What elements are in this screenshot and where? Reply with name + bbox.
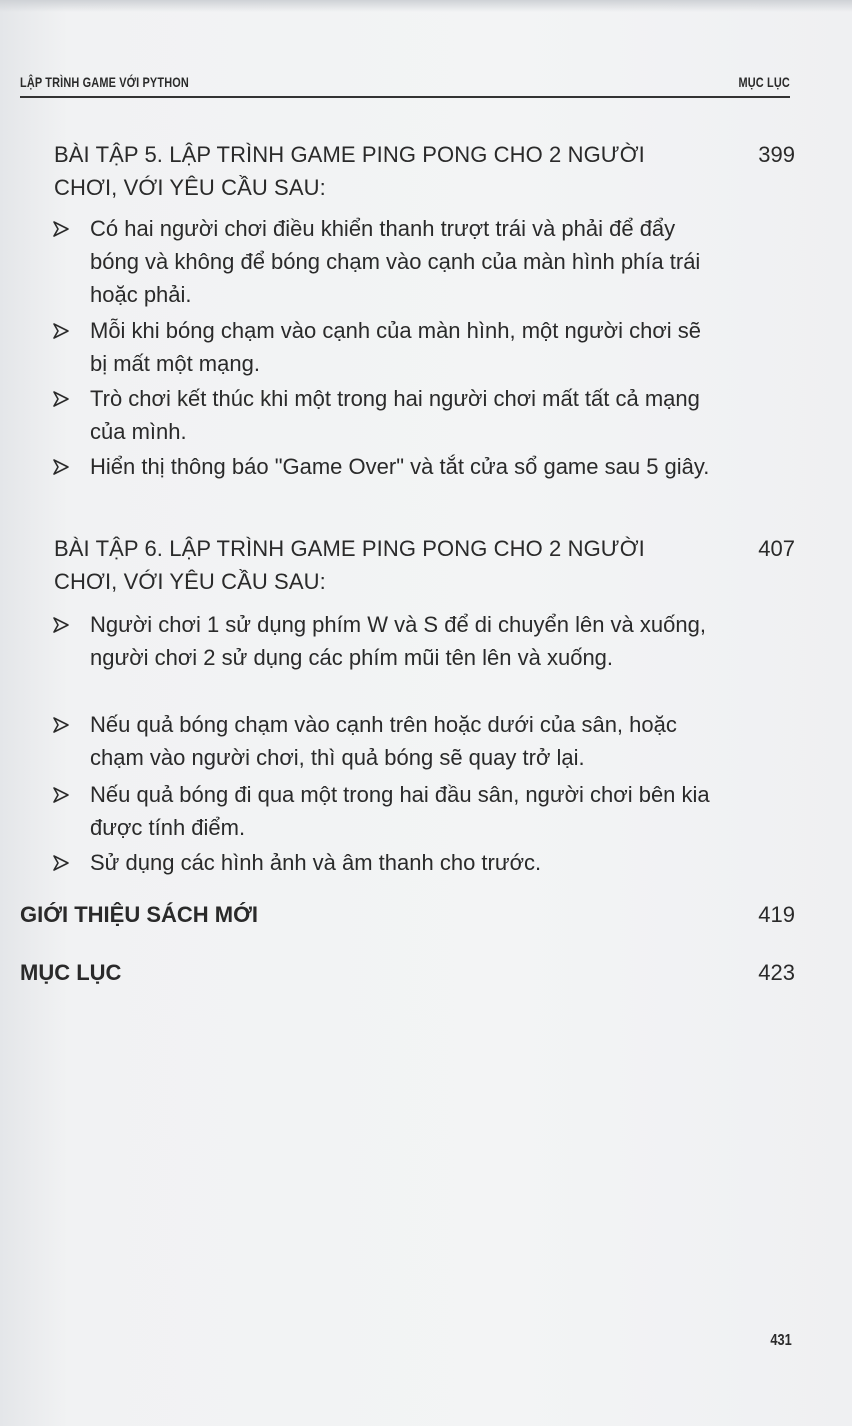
running-header — [20, 74, 790, 98]
toc-entry-contents-page: 423 — [758, 960, 795, 985]
toc-entry-exercise5-page: 399 — [758, 142, 795, 167]
toc-entry-exercise6-page: 407 — [758, 536, 795, 561]
list-item-text: Có hai người chơi điều khiển thanh trượt trái và phải để đẩy bóng và không để bóng chạm vào cạnh của màn hình phía trái hoặc phải. — [90, 216, 701, 307]
toc-entry-exercise5-title: BÀI TẬP 5. LẬP TRÌNH GAME PING PONG CHO 2 NGƯỜI CHƠI, VỚI YÊU CẦU SAU: — [54, 142, 645, 200]
arrowhead-bullet-icon — [52, 220, 70, 238]
list-item-text: Mỗi khi bóng chạm vào cạnh của màn hình, một người chơi sẽ bị mất một mạng. — [90, 318, 702, 376]
header-book-title: LẬP TRÌNH GAME VỚI PYTHON — [20, 74, 189, 90]
list-item-text: Hiển thị thông báo "Game Over" và tắt cửa sổ game sau 5 giây. — [90, 454, 710, 479]
page-number: 431 — [770, 1332, 792, 1349]
top-shadow — [0, 0, 852, 12]
toc-entry-intro-title: GIỚI THIỆU SÁCH MỚI — [20, 902, 258, 927]
toc-entry-contents-title: MỤC LỤC — [20, 960, 122, 985]
arrowhead-bullet-icon — [52, 854, 70, 872]
list-item-text: Sử dụng các hình ảnh và âm thanh cho trước. — [90, 850, 542, 875]
list-item-text: Nếu quả bóng chạm vào cạnh trên hoặc dưới của sân, hoặc chạm vào người chơi, thì quả bóng sẽ quay trở lại. — [90, 712, 677, 770]
list-item-text: Người chơi 1 sử dụng phím W và S để di chuyển lên và xuống, người chơi 2 sử dụng các phím mũi tên lên và xuống. — [90, 612, 706, 670]
toc-entry-exercise6-title: BÀI TẬP 6. LẬP TRÌNH GAME PING PONG CHO 2 NGƯỜI CHƠI, VỚI YÊU CẦU SAU: — [54, 536, 645, 594]
arrowhead-bullet-icon — [52, 322, 70, 340]
arrowhead-bullet-icon — [52, 616, 70, 634]
arrowhead-bullet-icon — [52, 716, 70, 734]
list-item-text: Trò chơi kết thúc khi một trong hai người chơi mất tất cả mạng của mình. — [90, 386, 700, 444]
header-section-title: MỤC LỤC — [738, 74, 790, 90]
list-item-text: Nếu quả bóng đi qua một trong hai đầu sân, người chơi bên kia được tính điểm. — [90, 782, 710, 840]
arrowhead-bullet-icon — [52, 390, 70, 408]
arrowhead-bullet-icon — [52, 786, 70, 804]
toc-entry-intro-page: 419 — [758, 902, 795, 927]
arrowhead-bullet-icon — [52, 458, 70, 476]
